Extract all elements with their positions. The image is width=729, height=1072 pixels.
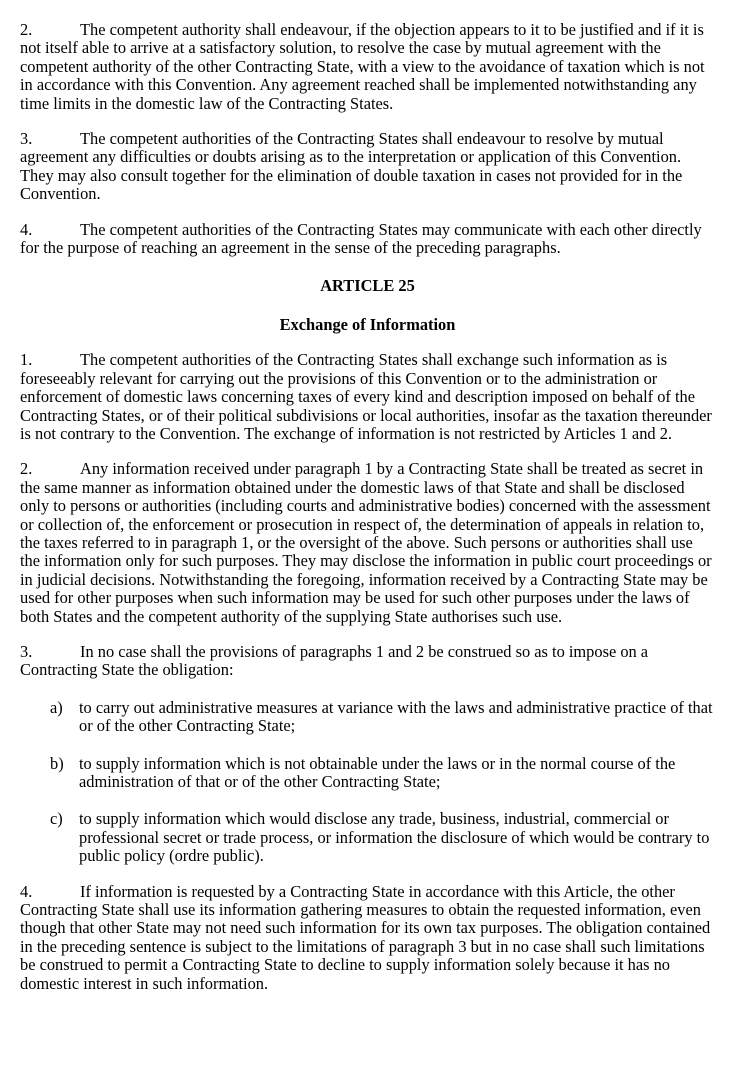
article-heading: ARTICLE 25 [320, 276, 415, 296]
paragraph-text: The competent authorities of the Contracting States may communicate with each other directly for the purpose of reaching an agreement in the sense of the preceding paragraphs. [20, 219, 702, 258]
list-item-text: to supply information which would disclose any trade, business, industrial, commercial or professional secret or trade process, or information the disclosure of which would be contrary to public policy (ordre public). [79, 809, 710, 866]
paragraph-number: 4. [20, 881, 33, 901]
paragraph-text: The competent authority shall endeavour, if the objection appears to it to be justified and if it is not itself able to arrive at a satisfactory solution, to resolve the case by mutual agreement with the competent authority of the other Contracting State, with a view to the avoidance of taxation which is not in accordance with this Convention. Any agreement reached shall be implemented notwithstanding any time limits in the domestic law of the Contracting States. [20, 20, 705, 113]
article-paragraph-1 [20, 351, 715, 443]
paragraph-number: 2. [20, 20, 33, 39]
article-paragraph-3 [20, 643, 715, 680]
list-item-a [20, 699, 715, 736]
paragraph-text: If information is requested by a Contracting State in accordance with this Article, the other Contracting State shall use its information gathering measures to obtain the requested information, even though that other State may not need such information for its own tax purposes. The obligation contained in the preceding sentence is subject to the limitations of paragraph 3 but in no case shall such limitations be construed to permit a Contracting State to decline to supply information solely because it has no domestic interest in such information. [20, 881, 711, 993]
list-item-b [20, 755, 715, 792]
paragraph-number: 3. [20, 641, 33, 661]
paragraph-text: Any information received under paragraph 1 by a Contracting State shall be treated as secret in the same manner as information obtained under the domestic laws of that State and shall be disclosed only to persons or authorities (including courts and administrative bodies) concerned with the assessment or collection of, the enforcement or prosecution in respect of, the determination of appeals in relation to, the taxes referred to in paragraph 1, or the oversight of the above. Such persons or authorities shall use the information only for such purposes. They may disclose the information in public court proceedings or in judicial decisions. Notwithstanding the foregoing, information received by a Contracting State may be used for other purposes when such information may be used for such other purposes under the laws of both States and the competent authority of the supplying State authorises such use. [20, 459, 712, 626]
paragraph-number: 2. [20, 459, 33, 479]
paragraph-number: 1. [20, 350, 33, 370]
paragraph-text: In no case shall the provisions of paragraphs 1 and 2 be construed so as to impose on a Contracting State the obligation: [20, 641, 649, 680]
paragraph-4 [20, 221, 715, 258]
list-item-label: c) [50, 809, 63, 829]
list-item-text: to carry out administrative measures at variance with the laws and administrative practice of that or of the other Contracting State; [79, 697, 713, 736]
paragraph-number: 3. [20, 129, 33, 149]
paragraph-text: The competent authorities of the Contracting States shall exchange such information as is foreseeably relevant for carrying out the provisions of this Convention or to the administration or enforcement of domestic laws concerning taxes of every kind and description imposed on behalf of the Contracting States, or of their political subdivisions or local authorities, insofar as the taxation thereunder is not contrary to the Convention. The exchange of information is not restricted by Articles 1 and 2. [20, 350, 712, 443]
document-page [20, 4, 715, 993]
article-subheading: Exchange of Information [279, 314, 456, 334]
paragraph-text: The competent authorities of the Contracting States shall endeavour to resolve by mutual agreement any difficulties or doubts arising as to the interpretation or application of this Convention. They may also consult together for the elimination of double taxation in cases not provided for in the Convention. [20, 129, 683, 204]
list-item-label: b) [50, 753, 64, 773]
list-item-label: a) [50, 697, 63, 717]
list-item-c [20, 810, 715, 865]
paragraph-3 [20, 130, 715, 204]
list-item-text: to supply information which is not obtainable under the laws or in the normal course of the administration of that or of the other Contracting State; [79, 753, 676, 791]
article-paragraph-2 [20, 460, 715, 626]
paragraph-2 [20, 21, 715, 113]
article-paragraph-4 [20, 883, 715, 993]
paragraph-number: 4. [20, 219, 33, 239]
